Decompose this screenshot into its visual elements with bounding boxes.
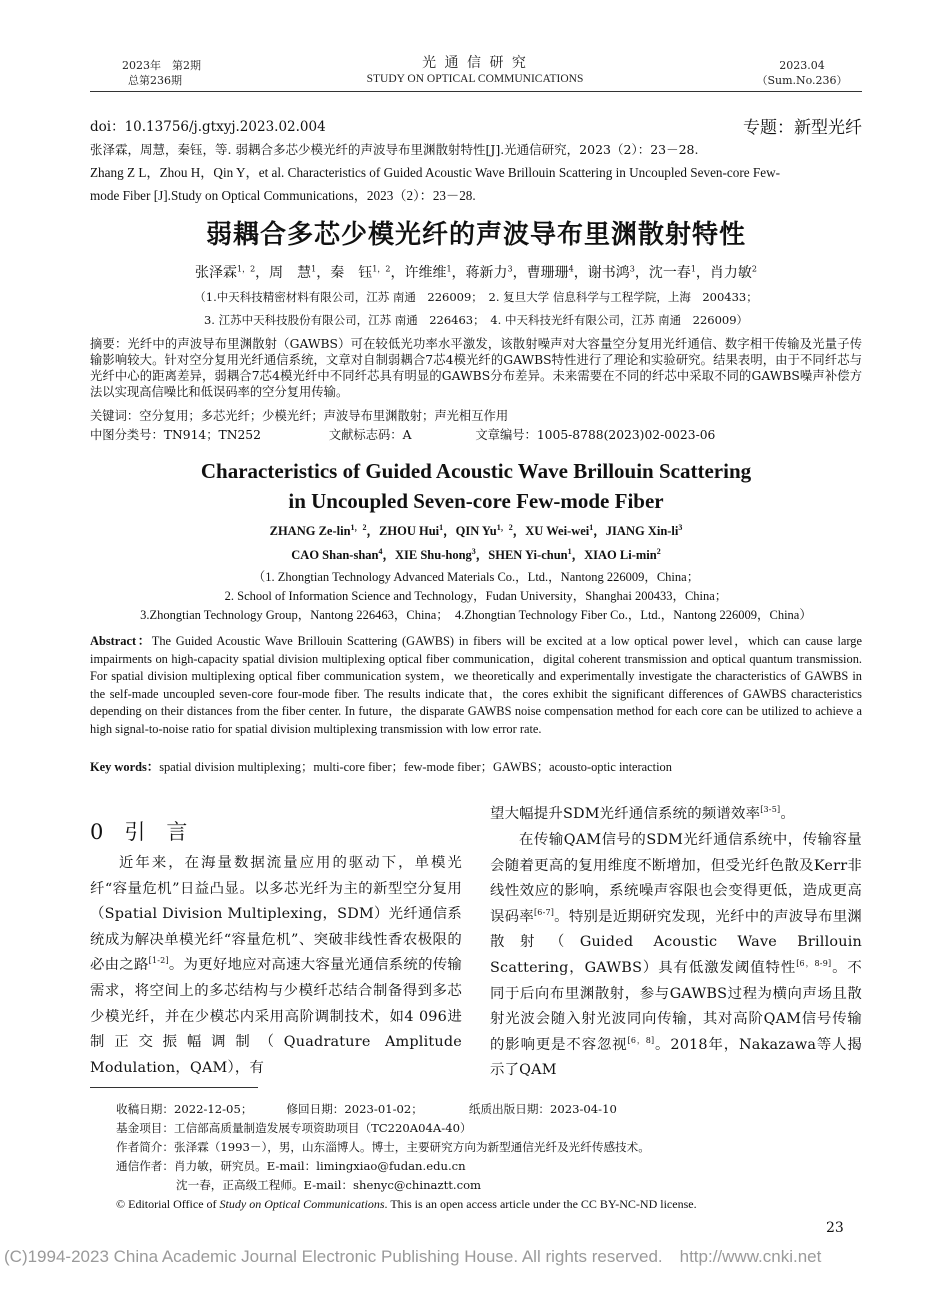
author-affiliation-mark: 1 [589,522,594,532]
section-heading-introduction: 0 引 言 [90,820,188,844]
published-date: 纸质出版日期：2023-04-10 [468,1102,617,1116]
right-para1-text-c: 。不同于后向布里渊散射，参与GAWBS过程为横向声场且散射光波会随入射光波同向传输，其对高阶QAM信号传输的影响更是不容忽视 [490,959,862,1053]
authors-en-line2 [90,545,862,563]
abstract-cn-text: 光纤中的声波导布里渊散射（GAWBS）可在较低光功率水平激发，该散射噪声对大容量空分复用光纤通信、数字相干传输及光量子传输影响较大。针对空分复用光纤通信系统，文章对自制弱耦合7芯4模光纤的GAWBS特性进行了理论和实验研究。结果表明，由于不同纤芯与光纤中心的距离差异，弱耦合7芯4模光纤中不同纤芯具有明显的GAWBS分布差异。未来需要在不同的纤芯中采取不同的GAWBS噪声补偿方法以实现高信噪比和低误码率的空分复用传输。 [90,337,862,399]
header-date [742,58,862,88]
footnote-fund: 基金项目：工信部高质量制造发展专项资助项目（TC220A04A-40） [116,1121,472,1135]
author-affiliation-mark: 4 [378,546,383,556]
clc-label: 中图分类号： [90,428,164,442]
copyright-license: . This is an open access article under the CC BY-NC-ND license. [384,1197,697,1211]
header-issue [122,58,201,88]
citation-en-line1: Zhang Z L，Zhou H，Qin Y，et al. Characteristics of Guided Acoustic Wave Brillouin Scattering in Uncoupled Seven-core Few- [90,165,781,180]
right-column-paragraph-0 [490,802,862,828]
revised-date: 修回日期：2023-01-02； [286,1102,423,1116]
citation-ref: [6-7] [533,907,555,917]
author-separator: ， [255,265,270,281]
author-name: 肖力敏 [709,265,752,281]
keywords-en-label: Key words： [90,760,160,774]
affiliation-cn-line2: 3. 江苏中天科技股份有限公司，江苏 南通 226463； 4. 中天科技光纤有限公司，江苏 南通 226009） [203,313,749,327]
right-para0-end: 。 [780,806,795,822]
right-para1-text-d: 。2018年，Nakazawa等人揭示了QAM [490,1036,862,1079]
author-affiliation-mark: 1 [690,264,696,274]
copyright-journal: Study on Optical Communications [219,1197,385,1211]
footnote-dates [116,1101,617,1118]
affiliation-en-line2: 2. School of Information Science and Technology，Fudan University，Shanghai 200433，China； [224,589,728,603]
author-separator: ， [573,265,588,281]
author-name: QIN Yu [455,524,497,538]
articleno-value: 1005-8788(2023)02-0023-06 [536,428,716,442]
header-rule [90,91,862,92]
author-affiliation-mark: 3 [507,264,513,274]
keywords-cn-text: 空分复用；多芯光纤；少模光纤；声波导布里渊散射；声光相互作用 [139,409,509,423]
right-para1-text-a: 在传输QAM信号的SDM光纤通信系统中，传输容量会随着更高的复用维度不断增加，但受光纤色散及Kerr非线性效应的影响，系统噪声容限也会变得更低，造成更高误码率 [490,832,862,925]
author-separator: ， [316,265,331,281]
title-en-line1: Characteristics of Guided Acoustic Wave Brillouin Scattering [200,459,752,483]
header-month: 2023.04 [779,59,825,72]
keywords-cn-label: 关键词： [90,409,140,423]
author-name: 曹珊珊 [526,265,569,281]
author-name: XIE Shu-hong [395,548,472,562]
citation-ref: [6，8] [627,1035,655,1045]
footnote-corresponding-1: 通信作者：肖力敏，研究员。E-mail：limingxiao@fudan.edu.cn [116,1159,466,1173]
author-affiliation-mark: 4 [568,264,574,274]
copyright-prefix: © Editorial Office of [116,1197,220,1211]
abstract-en-text: The Guided Acoustic Wave Brillouin Scattering (GAWBS) in fibers will be excited at a low optical power level，which can cause large impairments on high-capacity spatial division multiplexing optical fiber communication，digital coherent transmission and optical quantum transmission. For spatial division multiplexing optical fiber communication system，we theoretically and experimentally investigate the characteristics of GAWBS in the self-made uncoupled seven-core four-mode fiber. The results indicate that，the cores exhibit the significant differences of GAWBS characteristics depending on their distances from the fiber center. In future，the disparate GAWBS noise compensation method for each core can be utilized to achieve a high signal-to-noise ratio for spatial division multiplexing transmission with low error rate. [90,634,862,736]
right-para1-text-b: 。特别是近期研究发现，光纤中的声波导布里渊散射（Guided Acoustic Wave Brillouin Scattering，GAWBS）具有低激发阈值特性 [490,908,862,976]
author-separator: ， [451,265,466,281]
author-separator: ， [443,524,456,538]
author-affiliation-mark: 1 [311,264,317,274]
author-name: CAO Shan-shan [291,548,379,562]
author-affiliation-mark: 1 [439,522,444,532]
author-affiliation-mark: 1 [446,264,452,274]
author-name: 沈一春 [648,265,691,281]
keywords-en [90,759,862,777]
author-separator: ， [366,524,380,538]
author-affiliation-mark: 1，2 [236,264,256,274]
cnki-watermark: (C)1994-2023 China Academic Journal Electronic Publishing House. All rights reserved. http://www.cnki.net [4,1247,822,1266]
header-journal [330,54,620,87]
right-para0-text: 望大幅提升SDM光纤通信系统的频谱效率 [490,806,761,822]
doccode-value: A [402,428,412,442]
author-separator: ， [512,265,527,281]
author-name: 许维维 [404,265,447,281]
received-date: 收稿日期：2022-12-05； [116,1102,253,1116]
author-affiliation-mark: 2 [751,264,758,274]
citation-ref: [6，8-9] [796,959,832,969]
doccode-label: 文献标志码： [328,428,403,442]
affiliation-en-line1: （1. Zhongtian Technology Advanced Materials Co.，Ltd.，Nantong 226009，China； [252,570,700,584]
author-affiliation-mark: 3 [678,522,683,532]
author-affiliation-mark: 1 [567,546,572,556]
author-name: ZHOU Hui [379,524,440,538]
keywords-cn [90,408,862,424]
footnote-copyright [116,1196,697,1213]
footnote-bio: 作者简介：张泽霖（1993－），男，山东淄博人。博士，主要研究方向为新型通信光纤及光纤传感技术。 [116,1140,650,1154]
author-affiliation-mark: 1，2 [350,522,367,532]
abstract-cn-label: 摘要： [90,337,128,351]
clc-value: TN914；TN252 [163,428,261,442]
author-separator: ， [382,548,395,562]
page-number: 23 [826,1220,844,1236]
author-separator: ， [390,265,405,281]
author-name: ZHANG Ze-lin [269,524,351,538]
citation-cn: 张泽霖，周慧，秦钰，等. 弱耦合多芯少模光纤的声波导布里渊散射特性[J].光通信研究，2023（2）：23－28. [90,142,699,157]
header-total-issue: 总第236期 [128,74,182,87]
footnote-rule [90,1087,258,1088]
author-separator: ， [593,524,606,538]
citation-en-line2: mode Fiber [J].Study on Optical Communications，2023（2）：23－28. [90,188,476,203]
author-affiliation-mark: 1，2 [496,522,513,532]
author-name: 周 慧 [269,265,312,281]
affiliation-cn-line1: （1.中天科技精密材料有限公司，江苏 南通 226009； 2. 复旦大学 信息科学与工程学院，上海 200433； [194,290,758,304]
author-affiliation-mark: 3 [471,546,476,556]
author-name: 秦 钰 [330,265,373,281]
author-name: 张泽霖 [194,265,237,281]
topic-label: 专题：新型光纤 [743,118,862,138]
header-sum-no: （Sum.No.236） [756,74,848,87]
articleno-label: 文章编号： [475,428,537,442]
journal-name-cn: 光 通 信 研 究 [422,55,528,71]
author-separator: ， [571,548,585,562]
authors-en-line1 [90,521,862,539]
doi: doi：10.13756/j.gtxyj.2023.02.004 [90,119,326,135]
author-name: JIANG Xin-li [605,524,679,538]
citation-ref: [1-2] [148,956,169,966]
title-cn: 弱耦合多芯少模光纤的声波导布里渊散射特性 [205,220,746,250]
header-year: 2023年 第2期 [122,59,201,72]
author-name: XIAO Li-min [584,548,657,562]
authors-cn [90,262,862,282]
author-separator: ， [695,265,710,281]
affiliation-en-line3: 3.Zhongtian Technology Group，Nantong 226463，China； 4.Zhongtian Technology Fiber Co.，Ltd.，Nantong 226009，China） [140,608,812,622]
author-name: 蒋新力 [465,265,508,281]
citation-ref: [3-5] [760,805,781,815]
author-separator: ， [634,265,649,281]
author-name: SHEN Yi-chun [488,548,568,562]
left-column-paragraph [90,851,462,1081]
author-affiliation-mark: 2 [656,546,661,556]
author-separator: ， [475,548,489,562]
abstract-en-label: Abstract： [90,634,152,648]
left-para-text-1: 近年来，在海量数据流量应用的驱动下，单模光纤“容量危机”日益凸显。以多芯光纤为主的新型空分复用（Spatial Division Multiplexing，SDM）光纤通信系统成为解决单模光纤“容量危机”、突破非线性香农极限的必由之路 [90,855,462,974]
author-affiliation-mark: 1，2 [372,264,391,274]
journal-name-en: STUDY ON OPTICAL COMMUNICATIONS [366,73,584,85]
left-para-text-2: 。为更好地应对高速大容量光通信系统的传输需求，将空间上的多芯结构与少模纤芯结合制备得到多芯少模光纤，并在少模芯内采用高阶调制技术，如4 096进制正交振幅调制（Quadrature Amplitude Modulation，QAM），有 [90,957,462,1076]
abstract-en [90,633,862,738]
right-column-paragraph-1 [490,828,862,1084]
author-separator: ， [512,524,526,538]
keywords-en-text: spatial division multiplexing；multi-core fiber；few-mode fiber；GAWBS；acousto-optic interaction [159,760,672,774]
title-en-line2: in Uncoupled Seven-core Few-mode Fiber [288,489,664,513]
author-name: XU Wei-wei [525,524,590,538]
footnote-corresponding-2: 沈一春，正高级工程师。E-mail：shenyc@chinaztt.com [176,1178,482,1192]
author-name: 谢书鸿 [587,265,630,281]
abstract-cn [90,336,862,400]
author-affiliation-mark: 3 [629,264,635,274]
classification-line [90,427,862,443]
